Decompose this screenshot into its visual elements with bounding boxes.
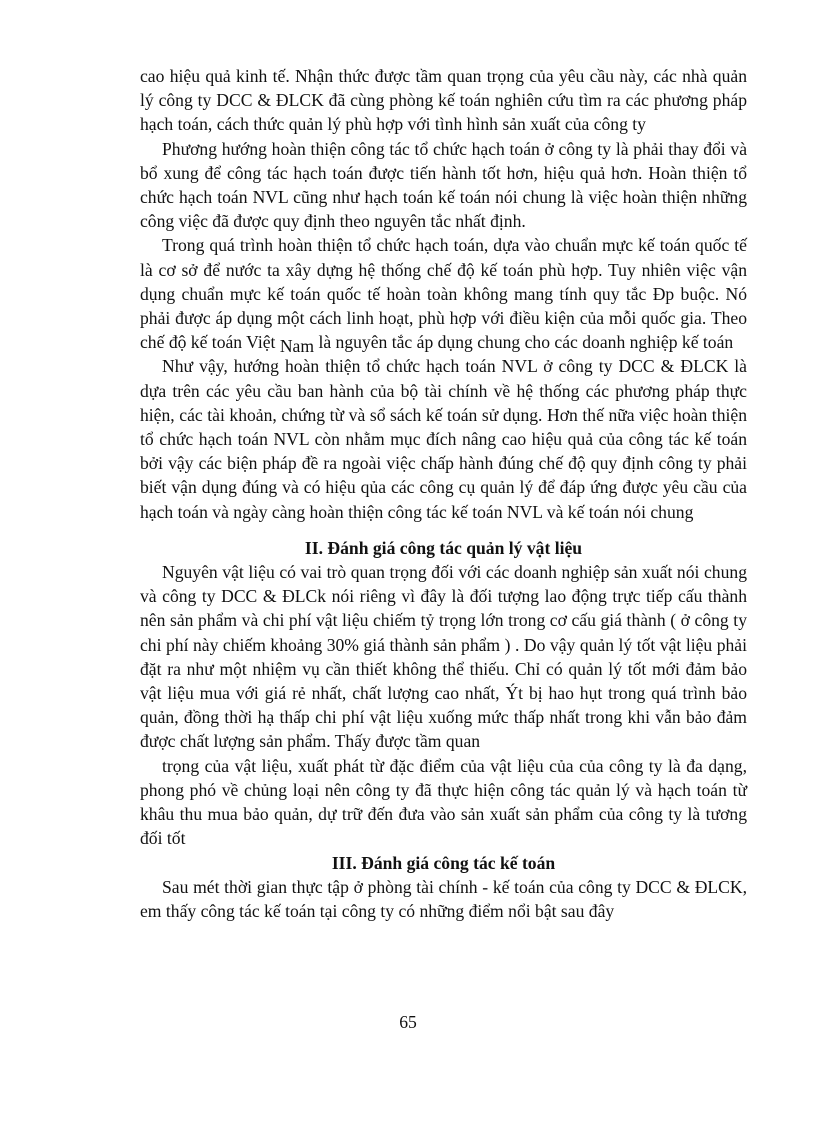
- paragraph-5: Nguyên vật liệu có vai trò quan trọng đối với các doanh nghiệp sản xuất nói chung và công ty DCC & ĐLCk nói riêng vì đây là đối tượng lao động trực tiếp cấu thành nên sản phẩm và chi phí vật liệu chiếm tỷ trọng lớn trong cơ cấu giá thành ( ở công ty chi phí này chiếm khoảng 30% giá thành sản phẩm ) . Do vậy quản lý tốt vật liệu phải đặt ra như một nhiệm vụ cần thiết không thể thiếu. Chỉ có quản lý tốt mới đảm bảo vật liệu mua với giá rẻ nhất, chất lượng cao nhất, Ýt bị hao hụt trong quá trình bảo quản, đồng thời hạ thấp chi phí vật liệu xuống mức thấp nhất trong khi vẫn bảo đảm được chất lượng sản phẩm. Thấy được tầm quan: [140, 562, 747, 752]
- spacer: [140, 524, 747, 536]
- paragraph-7: Sau mét thời gian thực tập ở phòng tài chính - kế toán của công ty DCC & ĐLCK, em thấy công tác kế toán tại công ty có những điểm nổi bật sau đây: [140, 876, 747, 921]
- paragraph-3-word-nam: Nam: [279, 336, 315, 357]
- paragraph-3: [140, 233, 747, 357]
- section-heading-2: II. Đánh giá công tác quản lý vật liệu: [304, 537, 583, 558]
- paragraph-4: Như vậy, hướng hoàn thiện tổ chức hạch toán NVL ở công ty DCC & ĐLCK là dựa trên các yêu cầu ban hành của bộ tài chính về hệ thống các phương pháp thực hiện, các tài khoản, chứng từ và sổ sách kế toán sử dụng. Hơn thế nữa việc hoàn thiện tổ chức hạch toán NVL còn nhằm mục đích nâng cao hiệu quả của công tác kế toán bởi vậy các biện pháp đề ra ngoài việc chấp hành đúng chế độ quy định công ty phải biết vận dụng đúng và có hiệu qủa các công cụ quản lý để đáp ứng được yêu cầu của hạch toán và ngày càng hoàn thiện công tác kế toán NVL và kế toán nói chung: [140, 356, 747, 522]
- paragraph-6: trọng của vật liệu, xuất phát từ đặc điểm của vật liệu của của công ty là đa dạng, phong phó về chủng loại nên công ty đã thực hiện công tác quản lý và hạch toán từ khâu thu mua bảo quản, dự trữ đến đưa vào sản xuất sản phẩm của công ty là tương đối tốt: [140, 755, 747, 849]
- page-number: 65: [399, 1012, 417, 1032]
- section-heading-3: III. Đánh giá công tác kế toán: [331, 852, 556, 873]
- paragraph-1: cao hiệu quả kinh tế. Nhận thức được tầm quan trọng của yêu cầu này, các nhà quản lý công ty DCC & ĐLCK đã cùng phòng kế toán nghiên cứu tìm ra các phương pháp hạch toán, cách thức quản lý phù hợp với tình hình sản xuất của công ty: [140, 66, 747, 135]
- paragraph-3-text-a: Trong quá trình hoàn thiện tổ chức hạch toán, dựa vào chuẩn mực kế toán quốc tế là cơ sở để nước ta xây dựng hệ thống chế độ kế toán phù hợp. Tuy nhiên việc vận dụng chuẩn mực kế toán quốc tế hoàn toàn không mang tính quy tắc Đp buộc. Nó phải được áp dụng một cách linh hoạt, phù hợp với điều kiện của mỗi quốc gia. Theo chế độ kế toán Việt: [140, 235, 747, 353]
- paragraph-3-text-c: là nguyên tắc áp dụng chung cho các doanh nghiệp kế toán: [318, 332, 734, 353]
- document-page: [140, 64, 747, 923]
- paragraph-2: Phương hướng hoàn thiện công tác tổ chức hạch toán ở công ty là phải thay đổi và bổ xung để công tác hạch toán được tiến hành tốt hơn, hiệu quả hơn. Hoàn thiện tổ chức hạch toán NVL cũng như hạch toán kế toán nói chung là việc hoàn thiện những công việc đã được quy định theo nguyên tắc nhất định.: [140, 138, 747, 232]
